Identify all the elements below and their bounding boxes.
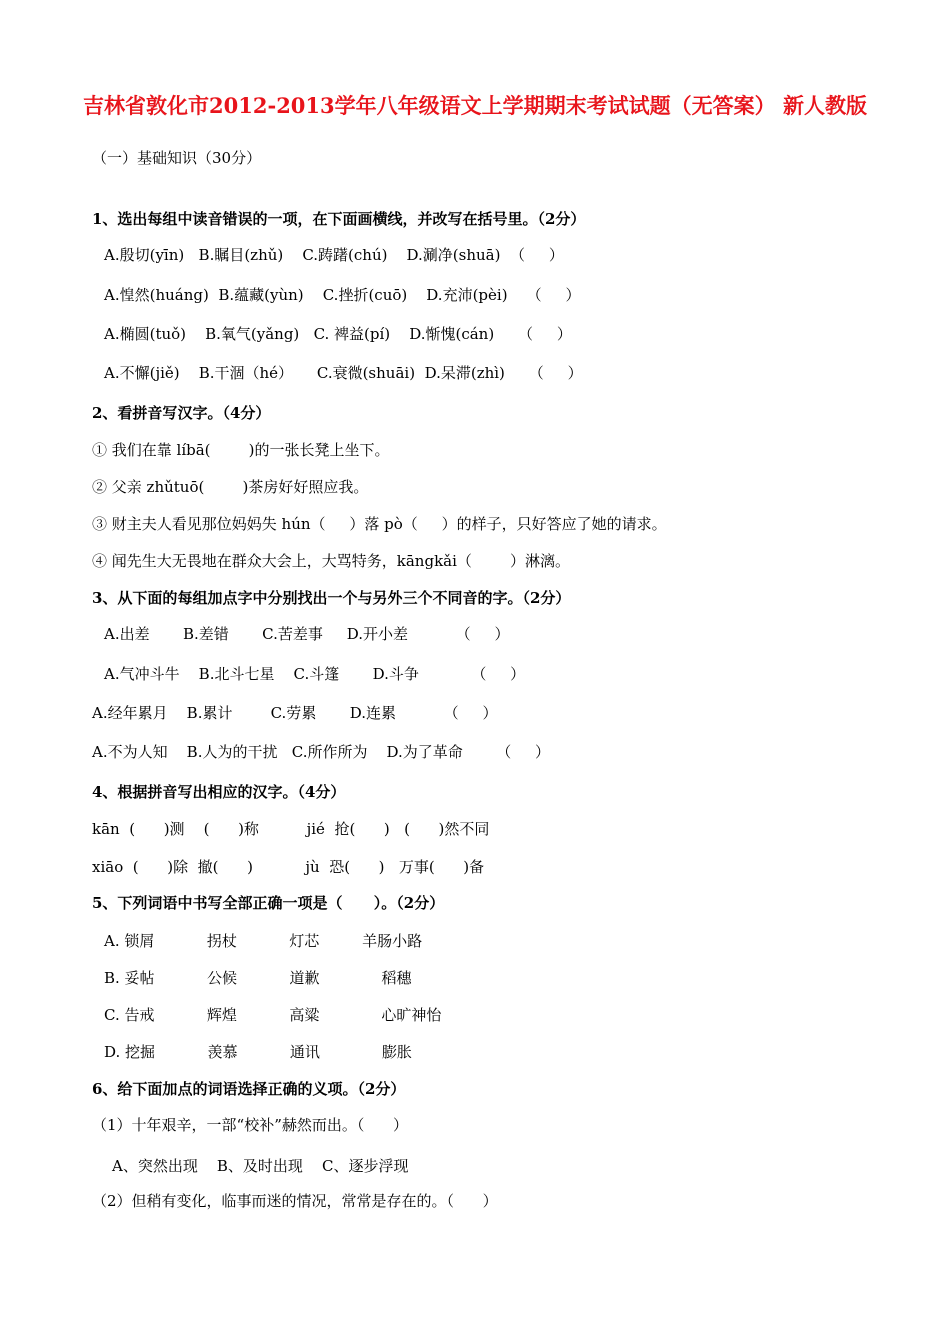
- question-3-stem: 3、从下面的每组加点字中分别找出一个与另外三个不同音的字。（2分）: [92, 589, 571, 607]
- q5-option-row: B. 妥帖 公候 道歉 稻穗: [104, 969, 412, 987]
- question-2-stem: 2、看拼音写汉字。（4分）: [92, 404, 271, 422]
- q1-option-row: A.殷切(yīn) B.瞩目(zhǔ) C.踌躇(chú) D.涮净(shuā) （ ）: [104, 246, 564, 264]
- question-4-stem: 4、根据拼音写出相应的汉字。（4分）: [92, 783, 346, 801]
- section-heading: （一）基础知识（30分）: [92, 149, 262, 167]
- question-5-stem: 5、下列词语中书写全部正确一项是（ ）。（2分）: [92, 894, 445, 912]
- q2-item: ③ 财主夫人看见那位妈妈失 hún（ ）落 pò（ ）的样子，只好答应了她的请求。: [92, 515, 667, 533]
- q4-row: xiāo ( )除 撤( ) jù 恐( ) 万事( )备: [92, 858, 485, 876]
- q1-option-row: A.惶然(huáng) B.蕴藏(yùn) C.挫折(cuō) D.充沛(pèi) （ ）: [104, 286, 581, 304]
- q3-option-row: A.气冲斗牛 B.北斗七星 C.斗篷 D.斗争 （ ）: [104, 665, 526, 683]
- q6-item: （1）十年艰辛，一部“校补”赫然而出。（ ）: [92, 1116, 408, 1134]
- q3-option-row: A.不为人知 B.人为的干扰 C.所作所为 D.为了革命 （ ）: [92, 743, 551, 761]
- q1-option-row: A.不懈(jiě) B.干涸（hé） C.衰微(shuāi) D.呆滞(zhì) （ ）: [104, 364, 583, 382]
- q6-options: A、突然出现 B、及时出现 C、逐步浮现: [112, 1157, 409, 1175]
- question-1-stem: 1、选出每组中读音错误的一项，在下面画横线，并改写在括号里。（2分）: [92, 210, 586, 228]
- q3-option-row: A.经年累月 B.累计 C.劳累 D.连累 （ ）: [92, 704, 498, 722]
- question-6-stem: 6、给下面加点的词语选择正确的义项。（2分）: [92, 1080, 406, 1098]
- q4-row: kān ( )测 ( )称 jié 抢( ) ( )然不同: [92, 820, 490, 838]
- q2-item: ④ 闻先生大无畏地在群众大会上，大骂特务，kāngkǎi（ ）淋漓。: [92, 552, 571, 570]
- q2-item: ① 我们在靠 líbā( )的一张长凳上坐下。: [92, 441, 390, 459]
- q5-option-row: D. 挖掘 羡慕 通讯 膨胀: [104, 1043, 412, 1061]
- q1-option-row: A.椭圆(tuǒ) B.氧气(yǎng) C. 裨益(pí) D.惭愧(cán) （ ）: [104, 325, 572, 343]
- q6-item: （2）但稍有变化，临事而迷的情况，常常是存在的。（ ）: [92, 1192, 498, 1210]
- document-title: 吉林省敦化市2012-2013学年八年级语文上学期期末考试试题（无答案） 新人教版: [83, 93, 867, 118]
- q2-item: ② 父亲 zhǔtuō( )茶房好好照应我。: [92, 478, 369, 496]
- q5-option-row: C. 告戒 辉煌 高粱 心旷神怡: [104, 1006, 442, 1024]
- q3-option-row: A.出差 B.差错 C.苦差事 D.开小差 （ ）: [104, 625, 510, 643]
- q5-option-row: A. 锁屑 拐杖 灯芯 羊肠小路: [104, 932, 423, 950]
